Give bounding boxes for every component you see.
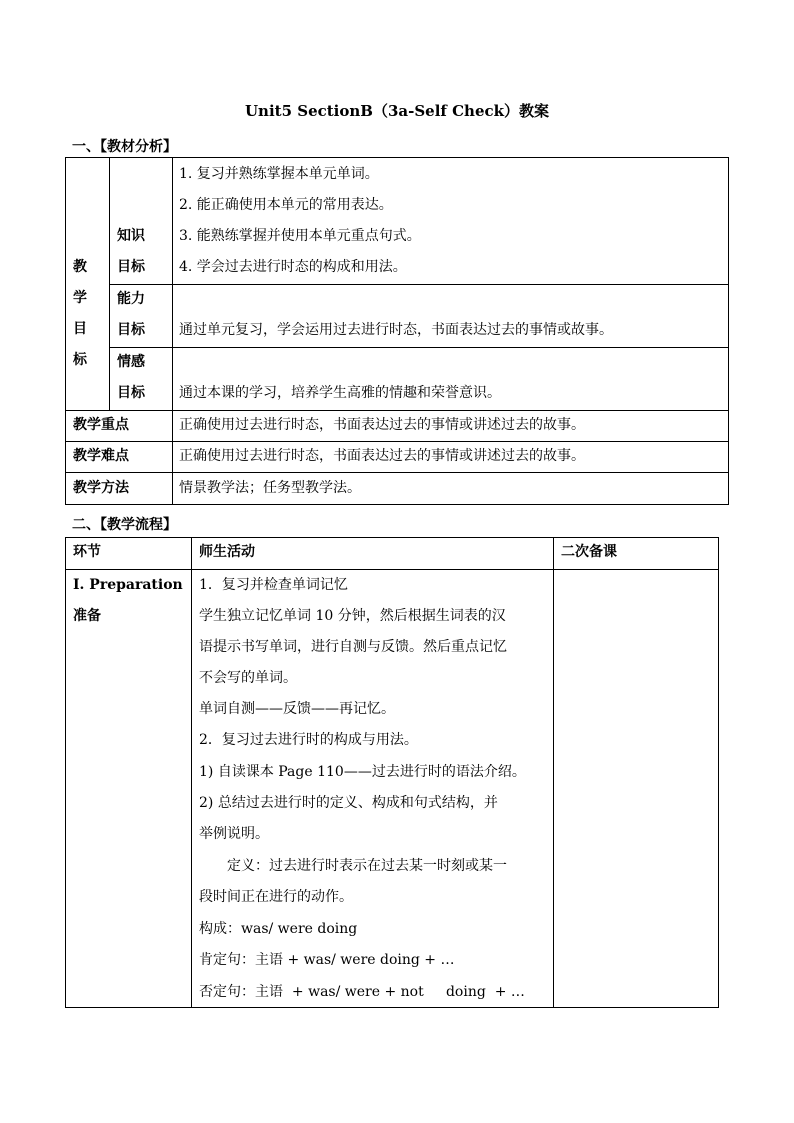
activity-line: 学生独立记忆单词 10 分钟，然后根据生词表的汉	[199, 608, 506, 624]
goals-label-1: 教	[73, 259, 87, 275]
method-label: 教学方法	[73, 480, 129, 496]
activity-line: 2．复习过去进行时的构成与用法。	[199, 732, 418, 748]
header-revision: 二次备课	[561, 544, 617, 560]
knowledge-label-2: 目标	[117, 259, 145, 275]
key-text: 正确使用过去进行时态，书面表达过去的事情或讲述过去的故事。	[179, 417, 585, 433]
ability-text: 通过单元复习，学会运用过去进行时态，书面表达过去的事情或故事。	[179, 322, 613, 338]
header-activities: 师生活动	[199, 544, 255, 560]
emotion-text: 通过本课的学习，培养学生高雅的情趣和荣誉意识。	[179, 385, 501, 401]
goals-label-2: 学	[73, 290, 87, 306]
activity-line: 1．复习并检查单词记忆	[199, 577, 348, 593]
knowledge-item: 4. 学会过去进行时态的构成和用法。	[179, 259, 407, 275]
activity-line: 举例说明。	[199, 826, 269, 842]
method-text: 情景教学法；任务型教学法。	[179, 480, 361, 496]
knowledge-label-1: 知识	[117, 228, 145, 244]
section-heading-analysis: 一、【教材分析】	[72, 139, 177, 155]
page-title: Unit5 SectionB（3a-Self Check）教案	[244, 102, 550, 120]
activity-line: 段时间正在进行的动作。	[199, 889, 353, 905]
activity-line: 构成：was/ were doing	[199, 921, 358, 937]
emotion-label-2: 目标	[117, 385, 145, 401]
emotion-label-1: 情感	[117, 354, 145, 370]
activity-line: 1) 自读课本 Page 110——过去进行时的语法介绍。	[199, 764, 526, 780]
activity-line: 不会写的单词。	[199, 670, 297, 686]
activity-line: 肯定句：主语 + was/ were doing + …	[199, 952, 455, 968]
goals-label-3: 目	[73, 321, 87, 337]
knowledge-item: 2. 能正确使用本单元的常用表达。	[179, 197, 393, 213]
difficulty-text: 正确使用过去进行时态，书面表达过去的事情或讲述过去的故事。	[179, 448, 585, 464]
ability-label-1: 能力	[117, 291, 145, 307]
flow-table	[65, 537, 719, 1008]
header-stage: 环节	[73, 544, 101, 560]
activity-line: 单词自测——反馈——再记忆。	[199, 701, 395, 717]
knowledge-item: 3. 能熟练掌握并使用本单元重点句式。	[179, 228, 421, 244]
activity-line: 定义：过去进行时表示在过去某一时刻或某一	[227, 858, 507, 874]
section-heading-flow: 二、【教学流程】	[72, 517, 177, 533]
ability-label-2: 目标	[117, 322, 145, 338]
stage-name-zh: 准备	[73, 608, 101, 624]
activity-line: 2) 总结过去进行时的定义、构成和句式结构，并	[199, 795, 498, 811]
key-label: 教学重点	[73, 417, 129, 433]
activity-line: 否定句：主语 + was/ were + not doing + …	[199, 984, 525, 1000]
goals-label-4: 标	[73, 352, 87, 368]
analysis-table	[65, 157, 729, 505]
difficulty-label: 教学难点	[73, 448, 129, 464]
stage-name-en: I. Preparation	[73, 577, 183, 593]
activity-line: 语提示书写单词，进行自测与反馈。然后重点记忆	[199, 639, 507, 655]
knowledge-item: 1. 复习并熟练掌握本单元单词。	[179, 166, 379, 182]
